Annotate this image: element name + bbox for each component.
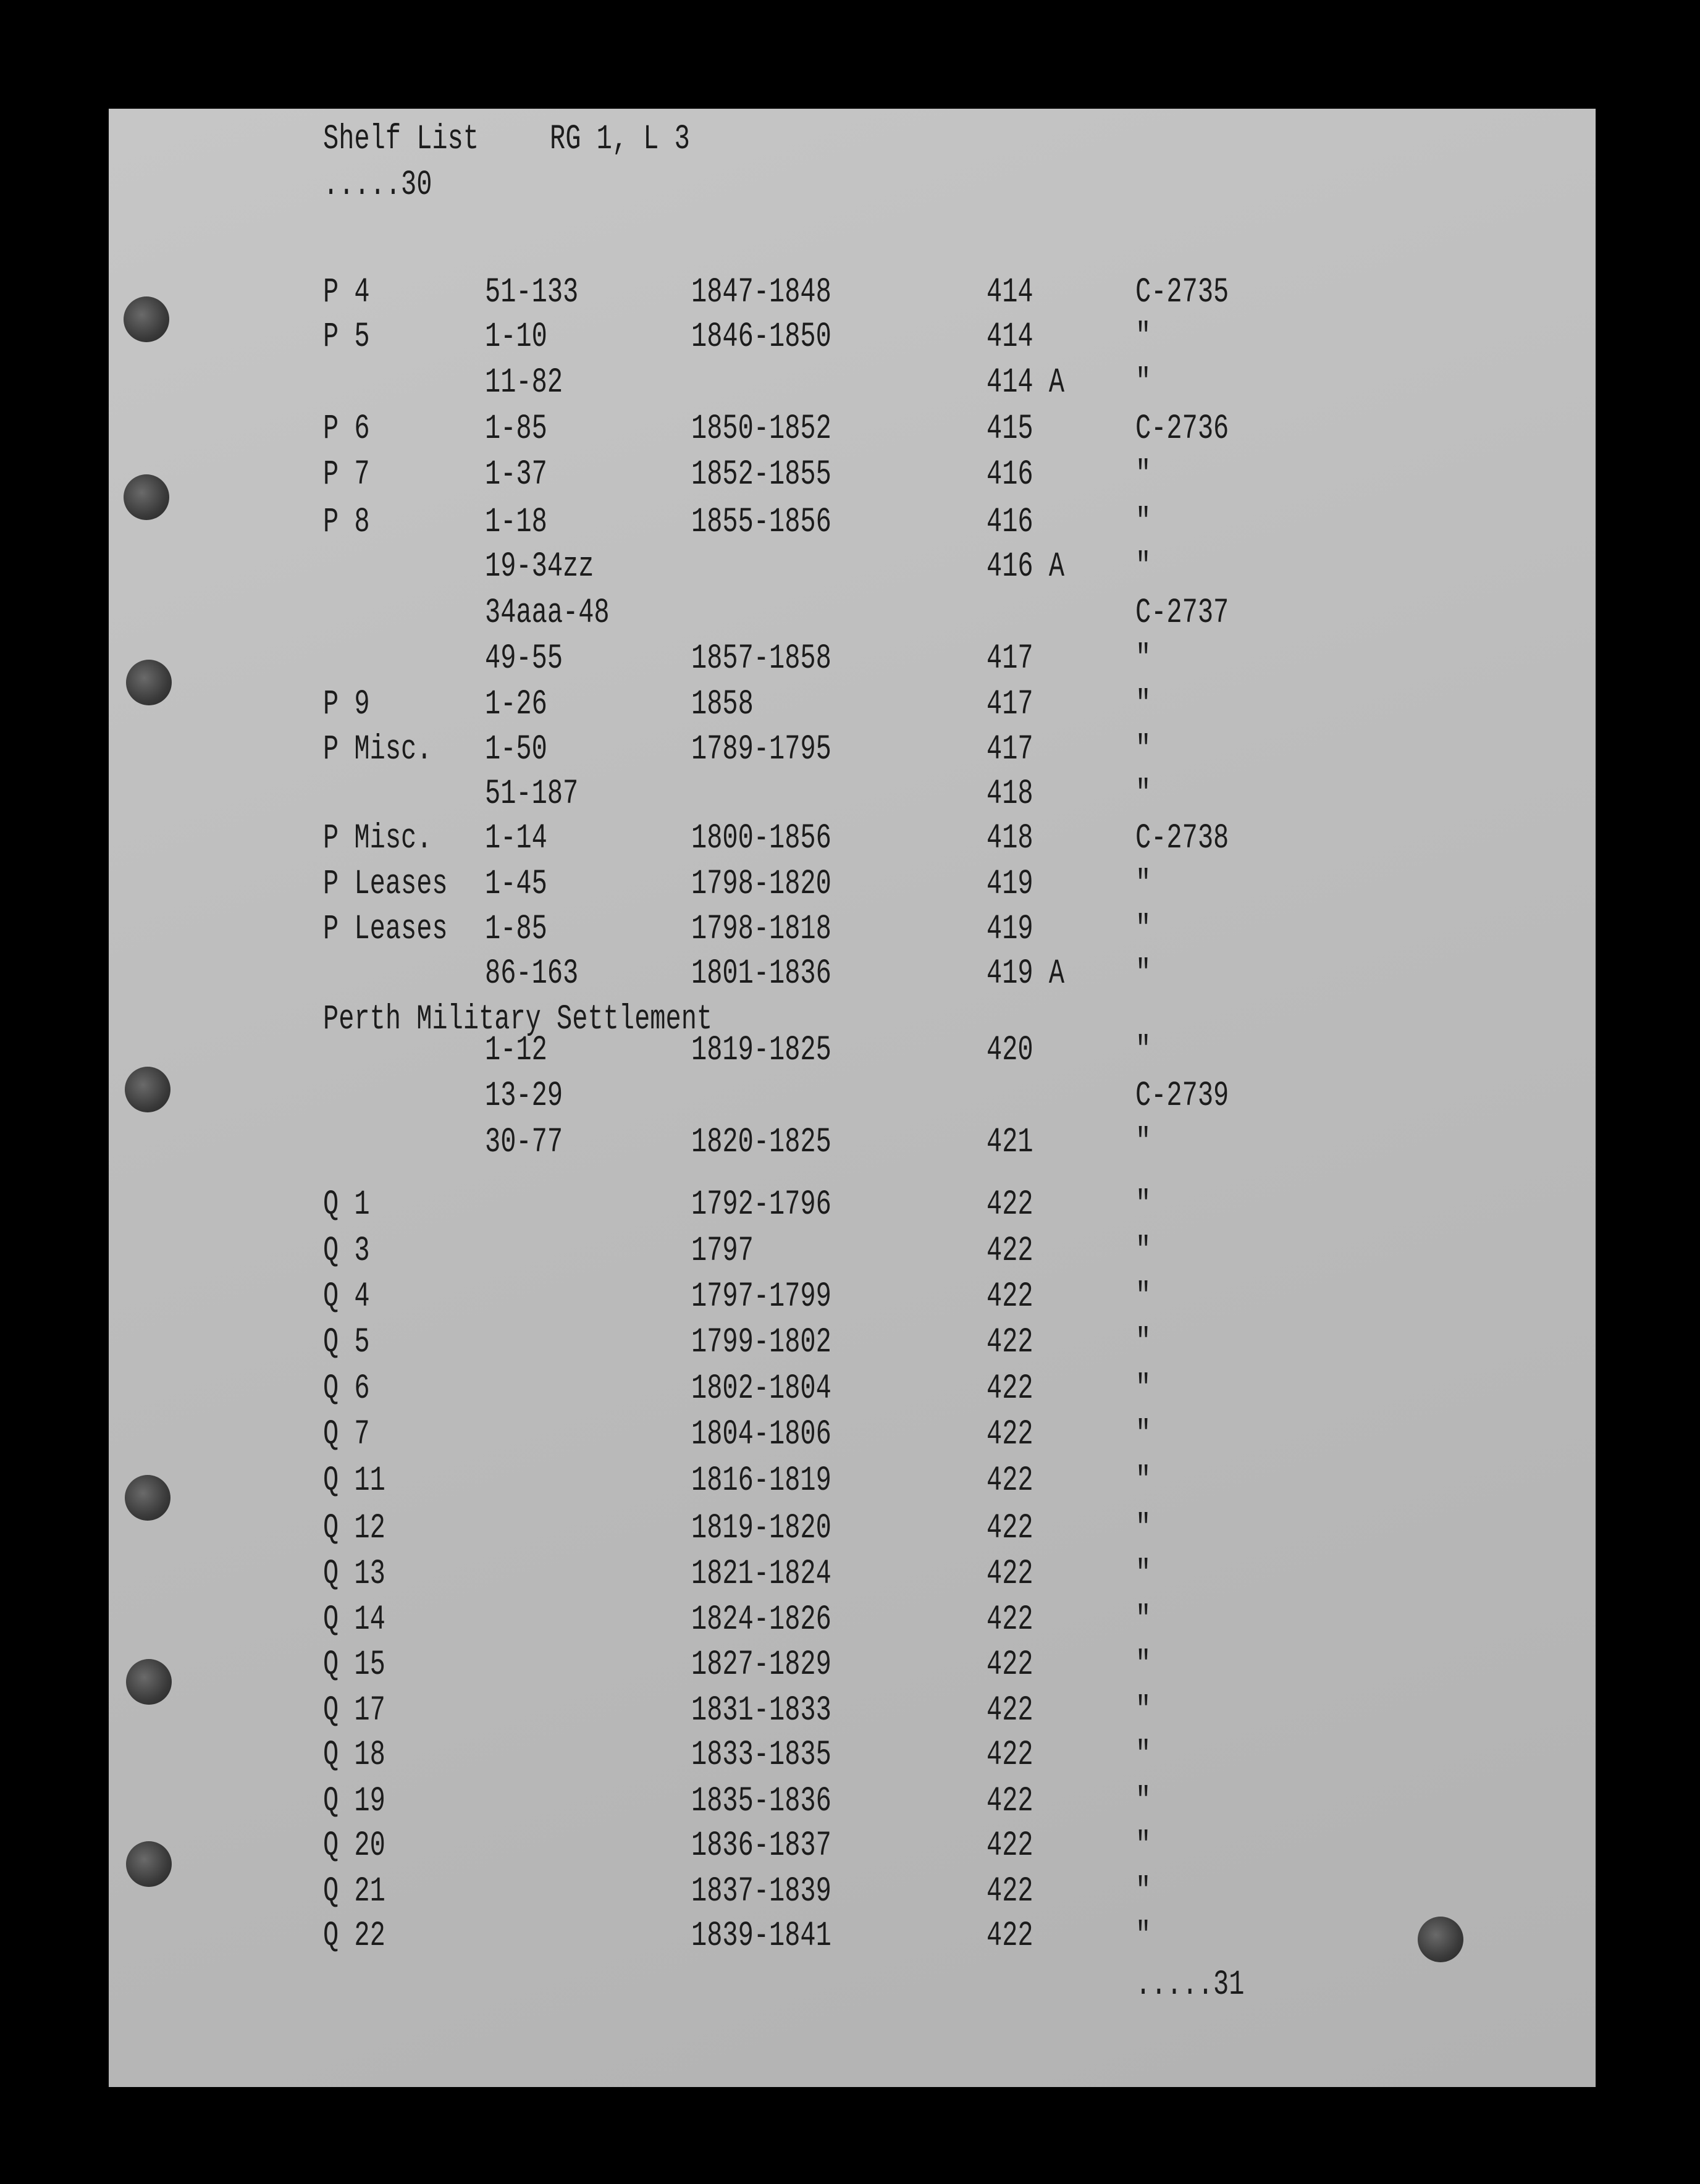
- punch-hole: [124, 474, 169, 520]
- cell-series: Q 20: [323, 1825, 385, 1866]
- cell-reel: ": [1135, 1734, 1151, 1775]
- cell-volume: 417: [987, 684, 1033, 724]
- cell-reel: ": [1135, 638, 1151, 679]
- cell-series: Q 22: [323, 1916, 385, 1956]
- cell-dates: 1819-1820: [691, 1508, 831, 1548]
- cell-volume: 422: [987, 1368, 1033, 1409]
- cell-volume: 420: [987, 1030, 1033, 1070]
- cell-reel: ": [1135, 1825, 1151, 1866]
- punch-hole: [126, 1659, 172, 1705]
- cell-dates: 1839-1841: [691, 1916, 831, 1956]
- doc-title: Shelf List: [323, 119, 479, 159]
- cell-volume: 416 A: [987, 546, 1065, 587]
- cell-volume: 417: [987, 729, 1033, 769]
- cell-dates: 1789-1795: [691, 729, 831, 769]
- cell-dates: 1816-1819: [691, 1460, 831, 1501]
- cell-series: Q 15: [323, 1644, 385, 1684]
- cell-volume: 416: [987, 502, 1033, 542]
- cell-dates: 1821-1824: [691, 1553, 831, 1594]
- cell-dates: 1846-1850: [691, 316, 831, 357]
- punch-hole: [125, 1475, 170, 1521]
- cell-items: 51-187: [485, 773, 579, 814]
- cell-volume: 422: [987, 1690, 1033, 1731]
- cell-reel: C-2739: [1135, 1075, 1229, 1116]
- cell-reel: ": [1135, 362, 1151, 403]
- cell-dates: 1799-1802: [691, 1322, 831, 1363]
- previous-page-marker: .....30: [323, 164, 432, 205]
- cell-dates: 1801-1836: [691, 953, 831, 994]
- cell-reel: ": [1135, 502, 1151, 542]
- punch-hole: [126, 1841, 172, 1887]
- cell-dates: 1835-1836: [691, 1781, 831, 1821]
- cell-dates: 1798-1818: [691, 909, 831, 949]
- cell-reel: ": [1135, 773, 1151, 814]
- cell-reel: ": [1135, 729, 1151, 769]
- cell-reel: ": [1135, 316, 1151, 357]
- cell-items: 49-55: [485, 638, 563, 679]
- cell-series: P 4: [323, 272, 370, 313]
- cell-dates: 1855-1856: [691, 502, 831, 542]
- cell-reel: ": [1135, 1690, 1151, 1731]
- cell-items: 1-26: [485, 684, 547, 724]
- cell-volume: 414: [987, 272, 1033, 313]
- cell-series: Perth Military Settlement: [323, 999, 713, 1040]
- cell-dates: 1804-1806: [691, 1414, 831, 1455]
- cell-reel: ": [1135, 1460, 1151, 1501]
- cell-volume: 414: [987, 316, 1033, 357]
- cell-volume: 422: [987, 1825, 1033, 1866]
- cell-dates: 1798-1820: [691, 863, 831, 904]
- cell-volume: 422: [987, 1871, 1033, 1912]
- cell-reel: ": [1135, 1414, 1151, 1455]
- cell-dates: 1802-1804: [691, 1368, 831, 1409]
- cell-series: P 9: [323, 684, 370, 724]
- cell-volume: 422: [987, 1414, 1033, 1455]
- cell-items: 30-77: [485, 1122, 563, 1162]
- cell-series: Q 4: [323, 1276, 370, 1317]
- cell-reel: ": [1135, 1599, 1151, 1640]
- cell-series: P 5: [323, 316, 370, 357]
- cell-volume: 422: [987, 1781, 1033, 1821]
- cell-volume: 422: [987, 1553, 1033, 1594]
- cell-series: Q 14: [323, 1599, 385, 1640]
- punch-hole: [125, 1067, 170, 1112]
- cell-dates: 1831-1833: [691, 1690, 831, 1731]
- cell-volume: 422: [987, 1460, 1033, 1501]
- cell-series: P 8: [323, 502, 370, 542]
- cell-dates: 1800-1856: [691, 818, 831, 859]
- cell-reel: ": [1135, 1508, 1151, 1548]
- cell-series: Q 11: [323, 1460, 385, 1501]
- cell-items: 11-82: [485, 362, 563, 403]
- cell-reel: ": [1135, 1122, 1151, 1162]
- cell-reel: ": [1135, 684, 1151, 724]
- cell-series: Q 7: [323, 1414, 370, 1455]
- cell-volume: 422: [987, 1599, 1033, 1640]
- cell-reel: C-2736: [1135, 408, 1229, 449]
- cell-reel: ": [1135, 1553, 1151, 1594]
- cell-series: P 7: [323, 454, 370, 495]
- cell-items: 1-85: [485, 909, 547, 949]
- record-group-reference: RG 1, L 3: [550, 119, 690, 159]
- cell-series: Q 19: [323, 1781, 385, 1821]
- cell-reel: ": [1135, 1184, 1151, 1225]
- cell-series: P Leases: [323, 863, 448, 904]
- cell-reel: ": [1135, 1644, 1151, 1684]
- cell-series: P 6: [323, 408, 370, 449]
- cell-dates: 1836-1837: [691, 1825, 831, 1866]
- cell-volume: 422: [987, 1322, 1033, 1363]
- cell-dates: 1792-1796: [691, 1184, 831, 1225]
- cell-series: Q 17: [323, 1690, 385, 1731]
- cell-reel: ": [1135, 546, 1151, 587]
- cell-dates: 1837-1839: [691, 1871, 831, 1912]
- cell-volume: 422: [987, 1916, 1033, 1956]
- cell-volume: 421: [987, 1122, 1033, 1162]
- cell-series: Q 1: [323, 1184, 370, 1225]
- cell-reel: ": [1135, 953, 1151, 994]
- cell-volume: 416: [987, 454, 1033, 495]
- cell-items: 1-50: [485, 729, 547, 769]
- cell-series: P Misc.: [323, 818, 432, 859]
- cell-volume: 422: [987, 1276, 1033, 1317]
- cell-reel: C-2735: [1135, 272, 1229, 313]
- cell-dates: 1827-1829: [691, 1644, 831, 1684]
- cell-dates: 1850-1852: [691, 408, 831, 449]
- cell-volume: 422: [987, 1734, 1033, 1775]
- cell-volume: 419: [987, 909, 1033, 949]
- cell-series: Q 5: [323, 1322, 370, 1363]
- cell-dates: 1857-1858: [691, 638, 831, 679]
- cell-dates: 1852-1855: [691, 454, 831, 495]
- cell-items: 1-85: [485, 408, 547, 449]
- cell-dates: 1833-1835: [691, 1734, 831, 1775]
- cell-reel: ": [1135, 1871, 1151, 1912]
- cell-reel: ": [1135, 1030, 1151, 1070]
- cell-volume: 418: [987, 818, 1033, 859]
- cell-reel: ": [1135, 1276, 1151, 1317]
- cell-volume: 418: [987, 773, 1033, 814]
- next-page-marker: .....31: [1135, 1964, 1245, 2005]
- cell-volume: 422: [987, 1230, 1033, 1271]
- cell-items: 1-37: [485, 454, 547, 495]
- cell-reel: ": [1135, 1368, 1151, 1409]
- cell-items: 1-45: [485, 863, 547, 904]
- cell-items: 86-163: [485, 953, 579, 994]
- cell-reel: ": [1135, 454, 1151, 495]
- cell-dates: 1820-1825: [691, 1122, 831, 1162]
- cell-reel: ": [1135, 1230, 1151, 1271]
- cell-series: P Misc.: [323, 729, 432, 769]
- cell-series: Q 12: [323, 1508, 385, 1548]
- cell-dates: 1797: [691, 1230, 754, 1271]
- cell-items: 34aaa-48: [485, 592, 610, 632]
- cell-reel: ": [1135, 909, 1151, 949]
- cell-dates: 1858: [691, 684, 754, 724]
- cell-dates: 1847-1848: [691, 272, 831, 313]
- cell-series: Q 13: [323, 1553, 385, 1594]
- cell-dates: 1797-1799: [691, 1276, 831, 1317]
- cell-items: 19-34zz: [485, 546, 594, 587]
- cell-dates: 1824-1826: [691, 1599, 831, 1640]
- cell-reel: C-2738: [1135, 818, 1229, 859]
- punch-hole: [124, 296, 169, 342]
- cell-items: 1-10: [485, 316, 547, 357]
- punch-hole: [1418, 1917, 1463, 1962]
- cell-volume: 417: [987, 638, 1033, 679]
- cell-volume: 419 A: [987, 953, 1065, 994]
- cell-items: 13-29: [485, 1075, 563, 1116]
- cell-series: Q 3: [323, 1230, 370, 1271]
- cell-reel: ": [1135, 863, 1151, 904]
- cell-reel: ": [1135, 1916, 1151, 1956]
- cell-items: 1-18: [485, 502, 547, 542]
- cell-series: Q 21: [323, 1871, 385, 1912]
- cell-volume: 422: [987, 1508, 1033, 1548]
- cell-series: Q 6: [323, 1368, 370, 1409]
- cell-items: 51-133: [485, 272, 579, 313]
- cell-dates: 1819-1825: [691, 1030, 831, 1070]
- cell-volume: 419: [987, 863, 1033, 904]
- cell-series: Q 18: [323, 1734, 385, 1775]
- cell-volume: 422: [987, 1184, 1033, 1225]
- cell-items: 1-14: [485, 818, 547, 859]
- cell-reel: ": [1135, 1781, 1151, 1821]
- cell-items: 1-12: [485, 1030, 547, 1070]
- cell-reel: C-2737: [1135, 592, 1229, 632]
- cell-reel: ": [1135, 1322, 1151, 1363]
- cell-volume: 414 A: [987, 362, 1065, 403]
- cell-volume: 422: [987, 1644, 1033, 1684]
- cell-volume: 415: [987, 408, 1033, 449]
- cell-series: P Leases: [323, 909, 448, 949]
